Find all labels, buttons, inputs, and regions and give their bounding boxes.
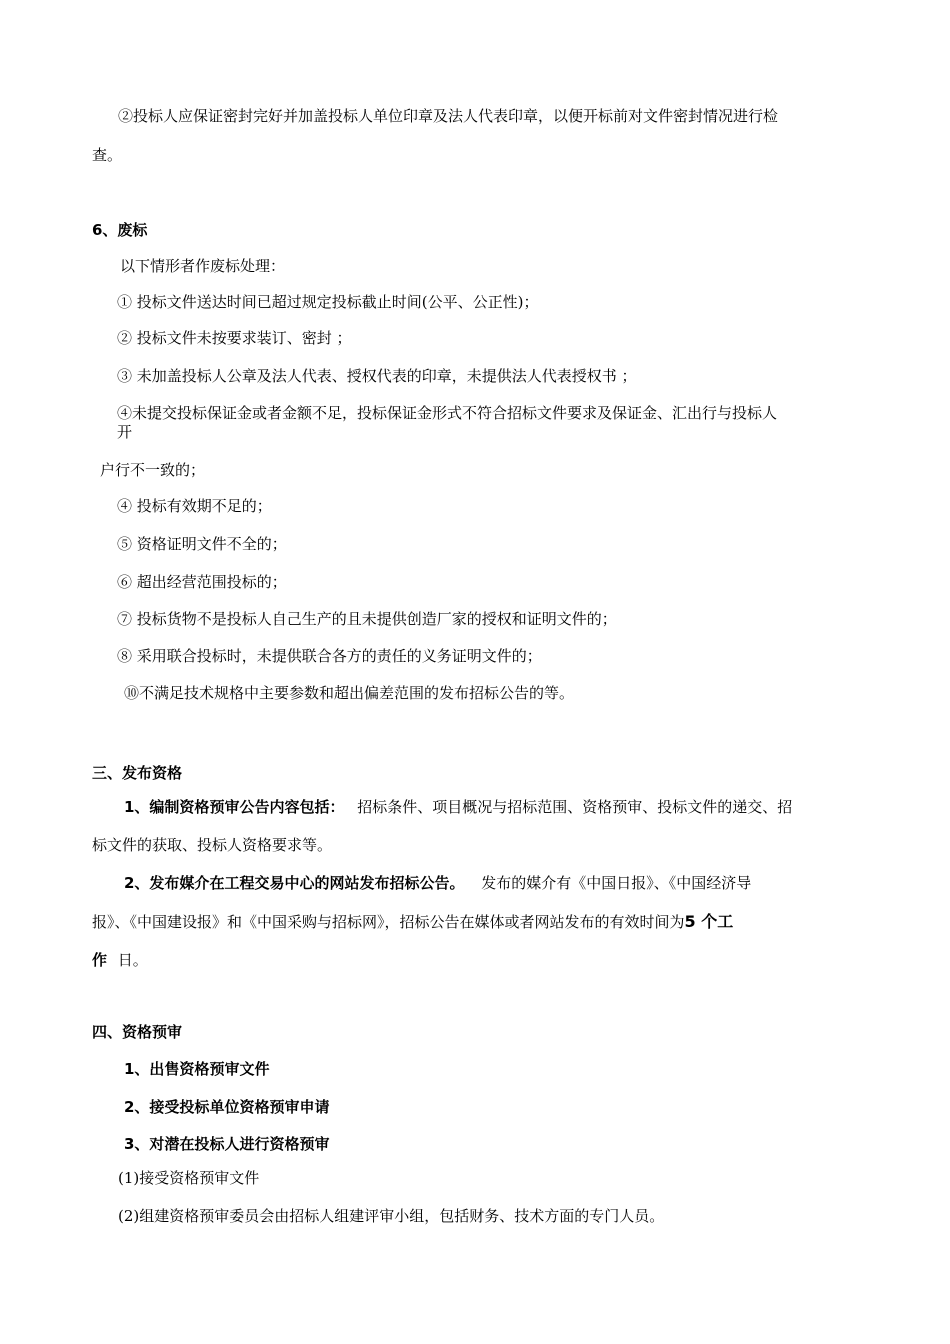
sealing-line-2: 查。 xyxy=(92,146,123,164)
section4-item: 2、接受投标单位资格预审申请 xyxy=(124,1098,330,1116)
void-bid-item: ④未提交投标保证金或者金额不足，投标保证金形式不符合招标文件要求及保证金、汇出行与投标人 xyxy=(117,404,778,422)
section4-item: 1、出售资格预审文件 xyxy=(124,1060,270,1078)
section3-p2-line-3-lead: 作 xyxy=(92,951,108,969)
void-bid-intro: 以下情形者作废标处理： xyxy=(120,257,286,275)
void-bid-item: ② 投标文件未按要求装订、密封 ； xyxy=(117,329,352,347)
section3-p2-text: 发布的媒介有《中国日报》、《中国经济导 xyxy=(481,874,752,892)
void-bid-item: ① 投标文件送达时间已超过规定投标截止时间(公平、公正性)； xyxy=(117,293,539,311)
section3-p2-lead: 2、发布媒介在工程交易中心的网站发布招标公告。 xyxy=(124,874,465,892)
section3-paragraph-2 xyxy=(124,873,751,893)
sealing-line-1: ②投标人应保证密封完好并加盖投标人单位印章及法人代表印章，以便开标前对文件密封情况进行检 xyxy=(118,107,779,125)
section3-p2-line-3 xyxy=(92,950,148,970)
section3-p2-line-2 xyxy=(92,912,733,932)
void-bid-item-wrap: 开 xyxy=(117,423,133,441)
section3-paragraph-1 xyxy=(124,797,792,817)
section4-heading: 四、资格预审 xyxy=(92,1023,183,1041)
void-bid-item: ③ 未加盖投标人公章及法人代表、授权代表的印章，未提供法人代表授权书 ； xyxy=(117,367,637,385)
section3-p1-lead: 1、编制资格预审公告内容包括： xyxy=(124,798,345,816)
void-bid-item: ⑩不满足技术规格中主要参数和超出偏差范围的发布招标公告的等。 xyxy=(124,684,575,702)
section3-p2-line-3-text: 日。 xyxy=(117,951,148,969)
void-bid-item: ⑥ 超出经营范围投标的； xyxy=(117,573,287,591)
section4-item: 3、对潜在投标人进行资格预审 xyxy=(124,1135,330,1153)
void-bid-item: ⑧ 采用联合投标时，未提供联合各方的责任的义务证明文件的； xyxy=(117,647,542,665)
section3-p2-line-2-text: 报》、《中国建设报》和《中国采购与招标网》，招标公告在媒体或者网站发布的有效时间为 xyxy=(92,913,685,931)
section3-heading: 三、发布资格 xyxy=(92,764,183,782)
section3-p1-line-2: 标文件的获取、投标人资格要求等。 xyxy=(92,836,333,854)
section4-subitem: (1)接受资格预审文件 xyxy=(118,1169,260,1187)
void-bid-item: ⑦ 投标货物不是投标人自己生产的且未提供创造厂家的授权和证明文件的； xyxy=(117,610,617,628)
section3-p1-text: 招标条件、项目概况与招标范围、资格预审、投标文件的递交、招 xyxy=(357,798,793,816)
section3-p2-days: 5 个工 xyxy=(684,912,734,931)
section4-subitem: (2)组建资格预审委员会由招标人组建评审小组，包括财务、技术方面的专门人员。 xyxy=(118,1207,665,1225)
void-bid-item: ④ 投标有效期不足的； xyxy=(117,497,272,515)
void-bid-heading: 6、废标 xyxy=(92,221,148,239)
void-bid-item: ⑤ 资格证明文件不全的； xyxy=(117,535,287,553)
void-bid-item-continued: 户行不一致的； xyxy=(100,461,206,479)
